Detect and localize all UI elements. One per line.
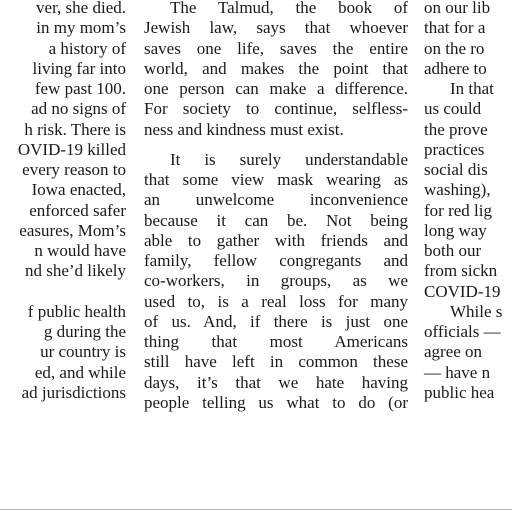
text-line: one person can make a difference. <box>144 79 408 98</box>
text-line: us could <box>424 99 482 119</box>
text-line: officials — <box>424 322 501 341</box>
text-line: from sickn <box>424 261 498 281</box>
text-line: ur country is <box>40 342 126 362</box>
text-line: because it can be. Not being <box>144 210 408 230</box>
text-line: used to, is a real loss for many <box>144 291 408 311</box>
text-line: family, fellow congregants and <box>144 251 408 270</box>
text-line: long way <box>424 220 487 240</box>
text-line: The Talmud, the book of <box>170 0 408 17</box>
text-line: While s <box>450 301 503 321</box>
text-line: h risk. There is <box>24 119 126 139</box>
text-line: practices <box>424 139 485 159</box>
paragraph-mask-wearing <box>144 150 408 413</box>
text-line: adhere to <box>424 58 487 78</box>
text-line: g during the <box>43 322 126 341</box>
text-line: enforced safer <box>29 200 126 220</box>
paragraph-talmud <box>144 0 408 140</box>
text-line: For society to continue, selfless- <box>144 99 408 119</box>
middle-column <box>144 0 408 413</box>
text-line: a history of <box>48 38 126 58</box>
text-line: saves one life, saves the entire <box>144 38 408 58</box>
text-line: every reason to <box>22 160 126 179</box>
text-line: co-workers, in groups, as we <box>144 271 408 291</box>
text-line: still have left in common these <box>144 352 408 372</box>
text-line: thing that most Americans <box>144 332 408 351</box>
text-line: OVID-19 killed <box>17 139 126 159</box>
text-line: social dis <box>424 160 488 179</box>
text-line: world, and makes the point that <box>144 58 408 78</box>
text-line: ver, she died. <box>36 0 126 17</box>
text-line: public hea <box>424 382 495 402</box>
text-line: easures, Mom’s <box>19 220 126 240</box>
text-line: — have n <box>424 362 491 382</box>
text-line: washing), <box>424 180 491 200</box>
text-line: days, it’s that we hate having <box>144 372 408 392</box>
paragraph-gap <box>144 140 408 150</box>
text-line: in my mom’s <box>36 18 126 38</box>
text-line: ness and kindness must exist. <box>144 119 344 139</box>
text-line: ad jurisdictions <box>21 382 126 402</box>
text-line: f public health <box>27 301 126 321</box>
text-line: COVID-19 <box>424 281 501 301</box>
text-line: ad no signs of <box>31 99 126 119</box>
text-line: people telling us what to do (or <box>144 392 408 412</box>
text-line: ed, and while <box>34 362 126 382</box>
text-line <box>0 282 126 302</box>
text-line: the prove <box>424 119 488 139</box>
text-line: of us. And, if there is just one <box>144 311 408 331</box>
right-column <box>424 0 512 403</box>
bottom-rule <box>0 509 512 510</box>
text-line: both our <box>424 241 482 260</box>
text-line: on the ro <box>424 38 485 58</box>
text-line: living far into <box>32 58 126 78</box>
text-line: an unwelcome inconvenience <box>144 190 408 210</box>
text-line: that for a <box>424 18 486 38</box>
text-line: for red lig <box>424 200 492 220</box>
left-column <box>0 0 126 403</box>
text-line: In that <box>450 79 494 98</box>
text-line: It is surely understandable <box>170 149 408 169</box>
text-line: that some view mask wearing as <box>144 170 408 189</box>
text-line: able to gather with friends and <box>144 230 408 250</box>
text-line: agree on <box>424 342 483 362</box>
text-line: few past 100. <box>34 79 126 98</box>
text-line: n would have <box>34 241 126 260</box>
text-line: Iowa enacted, <box>31 180 126 200</box>
text-line: on our lib <box>424 0 491 17</box>
text-line: Jewish law, says that whoever <box>144 18 408 38</box>
text-line: nd she’d likely <box>24 261 126 281</box>
